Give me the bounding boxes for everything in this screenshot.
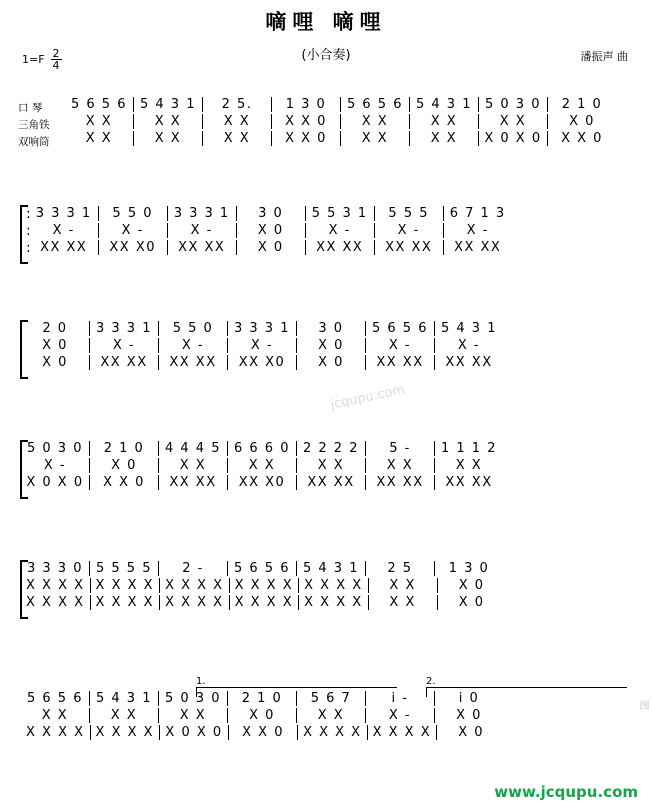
barline — [227, 355, 228, 370]
barline — [478, 97, 479, 112]
measure: 5 4 3 1 — [96, 691, 152, 706]
barline — [296, 561, 297, 576]
barline — [340, 97, 341, 112]
measure: X X X X — [165, 595, 224, 610]
barline — [368, 578, 369, 593]
barline — [167, 240, 168, 255]
measure: 5 - — [389, 441, 411, 456]
barline — [296, 441, 297, 456]
measure: X 0 X 0 — [484, 131, 542, 146]
barline — [374, 240, 375, 255]
barline — [296, 475, 297, 490]
measure: X X — [179, 708, 207, 723]
barline — [90, 578, 91, 593]
measure: X X — [154, 114, 182, 129]
measure: X - — [388, 338, 412, 353]
measure: X 0 — [42, 355, 68, 370]
measure: XX XX — [316, 240, 364, 255]
barline — [167, 223, 168, 238]
measure: XX XX — [385, 240, 433, 255]
barline — [98, 206, 99, 221]
barline — [133, 131, 134, 146]
measure: X 0 — [111, 458, 137, 473]
measure: 5 0 3 0 — [27, 441, 83, 456]
barline — [365, 458, 366, 473]
measure: 5 5 5 5 — [96, 561, 152, 576]
barline — [547, 114, 548, 129]
faint-watermark: jcqupu.com — [329, 382, 407, 413]
measure: X - — [457, 338, 481, 353]
edge-mark: 图 — [637, 700, 648, 710]
barline — [228, 725, 229, 740]
barline — [365, 475, 366, 490]
barline — [547, 97, 548, 112]
barline — [547, 131, 548, 146]
measure: 1 3 0 — [285, 97, 327, 112]
staff-row-harmonica — [70, 96, 634, 113]
barline — [236, 223, 237, 238]
barline — [365, 708, 366, 723]
barline — [98, 223, 99, 238]
time-signature — [51, 48, 62, 71]
barline — [89, 561, 90, 576]
barline — [227, 338, 228, 353]
measure: X 0 X 0 — [26, 475, 84, 490]
staff-row-harmonica — [26, 560, 634, 577]
music-system — [18, 676, 634, 741]
measure: 5 4 3 1 — [416, 97, 472, 112]
barline — [271, 97, 272, 112]
measure: X 0 — [458, 725, 485, 740]
measure: X X X X — [234, 578, 294, 593]
measure: X X — [248, 458, 276, 473]
barline — [340, 131, 341, 146]
measure: X X — [389, 595, 416, 610]
measure: X - — [121, 223, 144, 238]
staff-row-woodblock — [26, 239, 634, 256]
staff-row-triangle — [70, 113, 634, 130]
instrument-label-woodblock: 双响筒 — [18, 136, 50, 148]
staff-row-woodblock — [70, 130, 634, 147]
staff-row-woodblock — [26, 724, 634, 741]
measure: 5 6 5 6 — [347, 97, 403, 112]
repeat-start-mark: : — [26, 222, 31, 239]
time-signature-denominator: 4 — [52, 59, 60, 72]
measure: X - — [397, 223, 420, 238]
staff-row-triangle — [26, 707, 634, 724]
measure: 2 1 0 — [561, 97, 603, 112]
measure: X X X X — [26, 578, 85, 593]
barline — [409, 131, 410, 146]
measure: X X — [386, 458, 414, 473]
measure: 2 5 — [387, 561, 413, 576]
measure: XX XX — [169, 355, 217, 370]
barline — [365, 355, 366, 370]
measure: 5 4 3 1 — [441, 321, 497, 336]
measure: 3 3 3 1 — [173, 206, 230, 221]
barline — [89, 691, 90, 706]
measure: X 0 — [569, 114, 595, 129]
barline — [98, 240, 99, 255]
barline — [236, 240, 237, 255]
barline — [368, 595, 369, 610]
music-system — [18, 320, 634, 371]
measure: X - — [112, 338, 136, 353]
measure: X 0 — [257, 223, 284, 238]
measure: 3 0 — [318, 321, 344, 336]
barline — [90, 725, 91, 740]
barline — [305, 240, 306, 255]
music-system — [18, 205, 634, 256]
page-subtitle: (小合奏) — [301, 48, 351, 63]
measure: 5 6 5 6 — [71, 97, 127, 112]
measure: X X — [317, 458, 345, 473]
volta-line — [196, 687, 397, 697]
key-signature — [22, 48, 62, 71]
barline — [159, 595, 160, 610]
measure: X X 0 — [561, 131, 603, 146]
barline — [374, 223, 375, 238]
measure: X X — [361, 131, 389, 146]
barline — [437, 578, 438, 593]
barline — [89, 458, 90, 473]
barline — [296, 458, 297, 473]
barline — [434, 355, 435, 370]
measure: 5 5 5 — [388, 206, 429, 221]
barline — [434, 458, 435, 473]
page-title: 嘀哩 嘀哩 — [265, 10, 387, 34]
measure: X 0 — [458, 578, 485, 593]
measure: 5 4 3 1 — [303, 561, 359, 576]
measure: 2 1 0 — [103, 441, 145, 456]
barline — [434, 338, 435, 353]
barline — [434, 321, 435, 336]
measure: 5 6 5 6 — [234, 561, 290, 576]
volta-bracket — [196, 676, 397, 697]
barline — [158, 355, 159, 370]
barline — [159, 725, 160, 740]
measure: XX X0 — [109, 240, 157, 255]
measure: 2 5. — [221, 97, 253, 112]
measure: X X — [317, 708, 345, 723]
barline — [365, 441, 366, 456]
measure: 3 3 3 0 — [27, 561, 83, 576]
volta-line — [426, 687, 627, 697]
staff-row-harmonica — [26, 320, 634, 337]
key-label: 1=F — [22, 53, 45, 66]
measure: X X X X — [26, 725, 85, 740]
barline — [436, 725, 437, 740]
measure: X - — [43, 458, 67, 473]
measure: 5 4 3 1 — [140, 97, 196, 112]
measure: XX XX — [40, 240, 88, 255]
measure: XX XX — [445, 475, 493, 490]
measure: XX XX — [169, 475, 217, 490]
measure: X X X X — [26, 595, 85, 610]
measure: X X — [154, 131, 182, 146]
measure: 5 0 3 0 — [165, 691, 221, 706]
measure: X X 0 — [242, 725, 284, 740]
staff-row-triangle — [26, 222, 634, 239]
barline — [365, 338, 366, 353]
barline — [296, 321, 297, 336]
measure: 5 6 7 — [310, 691, 352, 706]
instrument-label-triangle: 三角铁 — [18, 119, 50, 131]
measure: X X — [499, 114, 527, 129]
measure: 5 6 5 6 — [27, 691, 83, 706]
barline — [443, 240, 444, 255]
measure: 5 5 0 — [112, 206, 153, 221]
measure: 5 5 3 1 — [311, 206, 368, 221]
measure: 3 0 — [258, 206, 284, 221]
barline — [202, 131, 203, 146]
measure: X X X X — [165, 578, 224, 593]
measure: X - — [328, 223, 351, 238]
measure: 5 5 0 — [172, 321, 214, 336]
measure: 6 7 1 3 — [449, 206, 506, 221]
barline — [434, 441, 435, 456]
barline — [158, 458, 159, 473]
measure: 1 1 1 2 — [441, 441, 497, 456]
barline — [89, 321, 90, 336]
measure: X - — [250, 338, 274, 353]
barline — [202, 97, 203, 112]
measure: X X X X — [95, 578, 155, 593]
measure: 4 4 4 5 — [165, 441, 221, 456]
repeat-start-mark: : — [26, 239, 31, 256]
barline — [236, 206, 237, 221]
barline — [478, 131, 479, 146]
measure: X X — [85, 114, 113, 129]
staff-row-triangle — [26, 457, 634, 474]
measure: XX X0 — [238, 475, 286, 490]
staff-row-triangle — [26, 577, 634, 594]
measure: X X X X — [304, 595, 363, 610]
measure: X X — [223, 131, 251, 146]
barline — [434, 561, 435, 576]
barline — [159, 578, 160, 593]
measure: X - — [181, 338, 205, 353]
measure: 2 2 2 2 — [303, 441, 359, 456]
measure: 3 3 3 1 — [35, 206, 92, 221]
barline — [90, 595, 91, 610]
music-system — [18, 440, 634, 491]
measure: X X — [430, 131, 458, 146]
measure: XX XX — [178, 240, 226, 255]
barline — [133, 97, 134, 112]
measure: X - — [388, 708, 412, 723]
measure: 2 - — [182, 561, 204, 576]
barline — [227, 708, 228, 723]
barline — [227, 321, 228, 336]
instrument-label-harmonica: 口 琴 — [18, 102, 43, 114]
staff-row-woodblock — [26, 594, 634, 611]
staff-row-woodblock — [26, 474, 634, 491]
barline — [365, 321, 366, 336]
measure: 5 0 3 0 — [485, 97, 541, 112]
measure: X 0 — [458, 595, 485, 610]
measure: 2 0 — [42, 321, 68, 336]
barline — [227, 561, 228, 576]
barline — [298, 578, 299, 593]
barline — [158, 321, 159, 336]
measure: 3 3 3 1 — [96, 321, 152, 336]
barline — [229, 578, 230, 593]
measure: X - — [52, 223, 75, 238]
barline — [227, 458, 228, 473]
barline — [158, 691, 159, 706]
barline — [158, 338, 159, 353]
measure: i 0 — [458, 691, 480, 706]
measure: X X — [85, 131, 113, 146]
barline — [298, 595, 299, 610]
measure: X X X X — [95, 595, 155, 610]
staff-row-harmonica — [26, 440, 634, 457]
barline — [340, 114, 341, 129]
volta-bracket — [426, 676, 627, 697]
measure: X 0 — [456, 708, 482, 723]
barline — [478, 114, 479, 129]
measure: X 0 — [318, 355, 344, 370]
site-watermark: www.jcqupu.com — [494, 783, 638, 801]
barline — [227, 475, 228, 490]
barline — [158, 475, 159, 490]
measure: X 0 — [318, 338, 344, 353]
measure: XX XX — [100, 355, 148, 370]
measure: X - — [190, 223, 213, 238]
barline — [296, 355, 297, 370]
time-signature-numerator: 2 — [52, 47, 60, 60]
measure: X 0 — [249, 708, 275, 723]
barline — [133, 114, 134, 129]
barline — [227, 441, 228, 456]
barline — [296, 708, 297, 723]
barline — [409, 114, 410, 129]
barline — [305, 223, 306, 238]
composer-credit: 潘振声 曲 — [580, 50, 628, 63]
volta-label: 1. — [196, 676, 206, 687]
measure: XX XX — [454, 240, 502, 255]
barline — [89, 355, 90, 370]
measure: XX X0 — [238, 355, 286, 370]
barline — [167, 206, 168, 221]
barline — [374, 206, 375, 221]
barline — [443, 206, 444, 221]
measure: X X — [41, 708, 69, 723]
measure: i - — [391, 691, 409, 706]
music-system — [18, 560, 634, 611]
barline — [409, 97, 410, 112]
barline — [365, 561, 366, 576]
barline — [158, 561, 159, 576]
staff-row-harmonica — [26, 205, 634, 222]
measure: X X — [389, 578, 416, 593]
measure: X X X X — [234, 595, 294, 610]
measure: XX XX — [445, 355, 493, 370]
measure: X X — [361, 114, 389, 129]
measure: X 0 — [257, 240, 284, 255]
barline — [434, 475, 435, 490]
measure: X - — [466, 223, 489, 238]
measure: X X 0 — [285, 131, 327, 146]
measure: 1 3 0 — [448, 561, 490, 576]
barline — [158, 708, 159, 723]
measure: X 0 X 0 — [165, 725, 223, 740]
measure: X X X X — [303, 725, 362, 740]
measure: XX XX — [376, 475, 424, 490]
barline — [89, 475, 90, 490]
measure: X X — [110, 708, 138, 723]
measure: X 0 — [42, 338, 68, 353]
barline — [297, 725, 298, 740]
measure: XX XX — [307, 475, 355, 490]
barline — [367, 725, 368, 740]
measure: X X — [223, 114, 251, 129]
barline — [271, 114, 272, 129]
barline — [443, 223, 444, 238]
measure: X X — [430, 114, 458, 129]
measure: 2 1 0 — [241, 691, 283, 706]
barline — [89, 441, 90, 456]
measure: 6 6 6 0 — [234, 441, 290, 456]
measure: X X 0 — [285, 114, 327, 129]
repeat-start-mark: : — [26, 205, 31, 222]
barline — [158, 441, 159, 456]
measure: 3 3 3 1 — [234, 321, 290, 336]
measure: X X — [455, 458, 483, 473]
music-system — [18, 96, 634, 147]
staff-row-triangle — [26, 337, 634, 354]
barline — [271, 131, 272, 146]
volta-label: 2. — [426, 676, 436, 687]
measure: X X X X — [95, 725, 155, 740]
measure: XX XX — [376, 355, 424, 370]
measure: 5 6 5 6 — [372, 321, 428, 336]
barline — [296, 338, 297, 353]
barline — [89, 338, 90, 353]
measure: X X X X — [304, 578, 363, 593]
barline — [434, 708, 435, 723]
measure: X X — [179, 458, 207, 473]
barline — [305, 206, 306, 221]
measure: X X 0 — [103, 475, 145, 490]
barline — [229, 595, 230, 610]
staff-row-woodblock — [26, 354, 634, 371]
measure: X X X X — [372, 725, 432, 740]
barline — [89, 708, 90, 723]
barline — [202, 114, 203, 129]
barline — [437, 595, 438, 610]
